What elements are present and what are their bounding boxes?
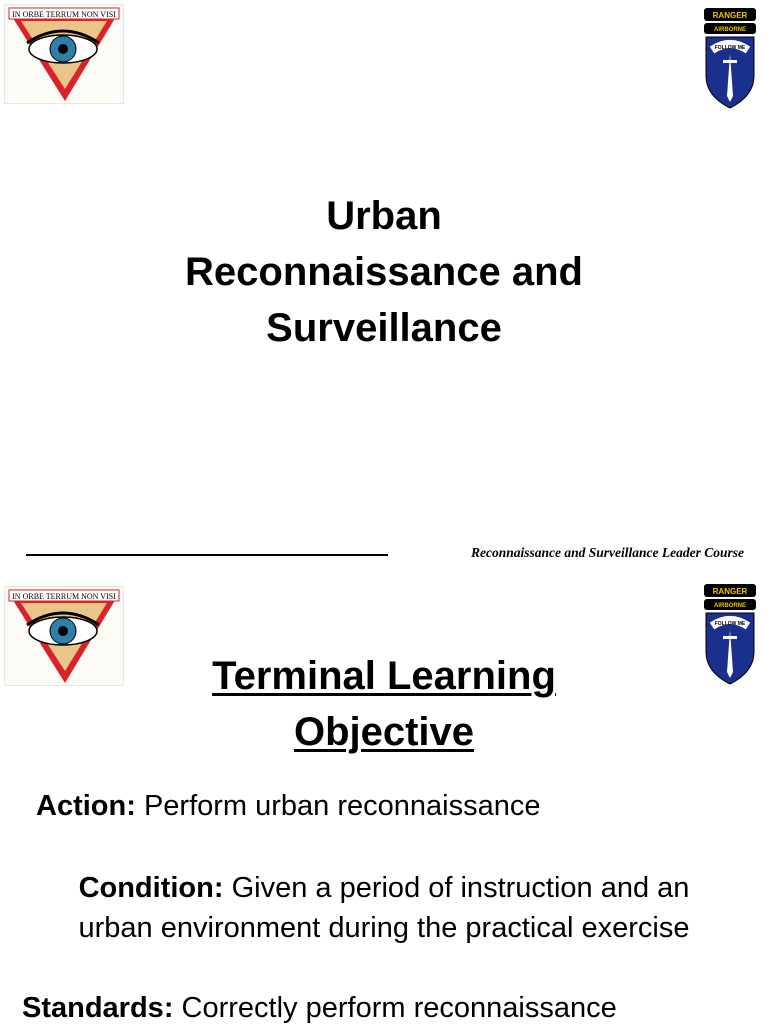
eye-triangle-icon <box>5 5 123 103</box>
footer-divider <box>26 554 388 556</box>
ranger-shield-icon <box>698 6 762 110</box>
ranger-tab-text: RANGER <box>712 587 748 596</box>
condition-text-line1: Given a period of instruction and an <box>231 872 690 904</box>
action-statement <box>36 786 768 826</box>
airborne-tab-text: AIRBORNE <box>713 603 747 609</box>
title-line: Surveillance <box>266 306 502 350</box>
course-footer: Reconnaissance and Surveillance Leader Course <box>470 545 744 560</box>
logo-motto: IN ORBE TERRUM NON VISI <box>12 592 116 601</box>
standards-text: Correctly perform reconnaissance <box>181 992 617 1024</box>
condition-label: Condition: <box>78 872 224 904</box>
scroll-text: FOLLOW ME <box>714 45 746 51</box>
standards-label: Standards: <box>22 992 174 1024</box>
title-line: Urban <box>326 194 442 238</box>
objective-slide <box>0 576 768 1024</box>
title-line: Terminal Learning <box>212 654 556 698</box>
title-line: Objective <box>293 710 475 754</box>
condition-text-line2: urban environment during the practical exercise <box>78 912 690 944</box>
logo-motto: IN ORBE TERRUM NON VISI <box>12 10 116 19</box>
condition-statement <box>0 868 768 948</box>
ranger-tab-text: RANGER <box>712 11 748 20</box>
ranger-airborne-shield-logo <box>698 6 762 110</box>
airborne-tab-text: AIRBORNE <box>713 27 747 33</box>
standards-statement <box>22 988 768 1024</box>
action-label: Action: <box>36 790 136 822</box>
title-line: Reconnaissance and <box>185 250 583 294</box>
rslc-eye-logo <box>4 4 124 104</box>
slide-title <box>0 648 768 760</box>
slide-title <box>0 188 768 356</box>
scroll-text: FOLLOW ME <box>714 621 746 627</box>
action-text: Perform urban reconnaissance <box>143 790 541 822</box>
